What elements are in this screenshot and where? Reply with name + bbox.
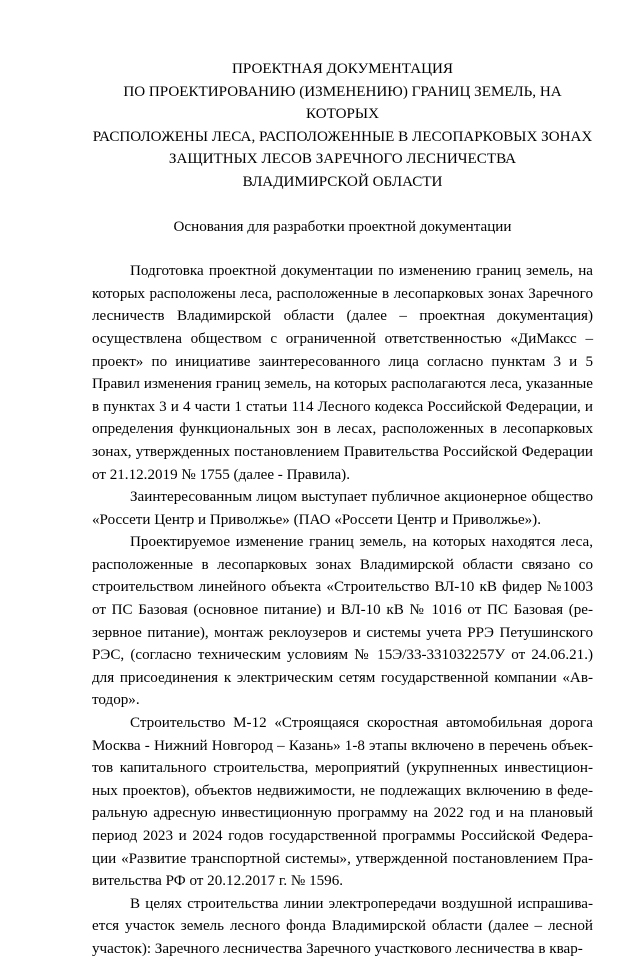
paragraph: Строительство М-12 «Строящаяся скоростная автомобильная дорога Москва - Нижний Новгород – Казань» 1-8 этапы включено в перечень объектов капитального строительства, мероприятий (укрупненных инвестиционных проектов), объектов недвижимости, не подлежащих включению в федеральную адресную инвестиционную программу на 2022 год и на плановый период 2023 и 2024 годов государственной программы Российской Федерации «Развитие транспортной системы», утвержденной постановлением Правительства РФ от 20.12.2017 г. № 1596.	[92, 715, 593, 890]
paragraph: Заинтересованным лицом выступает публичное акционерное общество «Россети Центр и Приволжье» (ПАО «Россети Центр и Приволжье»).	[92, 489, 593, 528]
title-line: ВЛАДИМИРСКОЙ ОБЛАСТИ	[242, 173, 443, 190]
paragraph: Подготовка проектной документации по изменению границ земель, на которых расположены леса, расположенные в лесопарковых зонах Заречного лесничеств Владимирской области (далее – проектная документация) осуществлена обществом с ограниченной ответственностью «ДиМаксс – проект» по инициативе заинтересованного лица согласно пунктам 3 и 5 Правил изменения границ земель, на которых располагаются леса, указанные в пунктах 3 и 4 части 1 статьи 114 Лесного кодекса Российской Федерации, и определения функциональных зон в лесах, расположенных в лесопарковых зонах, утвержденных постановлением Правительства Российской Федерации от 21.12.2019 № 1755 (далее - Правила).	[92, 263, 593, 483]
title-line: ПО ПРОЕКТИРОВАНИЮ (ИЗМЕНЕНИЮ) ГРАНИЦ ЗЕМЕЛЬ, НА КОТОРЫХ	[123, 83, 562, 123]
title-line: ЗАЩИТНЫХ ЛЕСОВ ЗАРЕЧНОГО ЛЕСНИЧЕСТВА	[168, 151, 517, 168]
title-line: РАСПОЛОЖЕНЫ ЛЕСА, РАСПОЛОЖЕННЫЕ В ЛЕСОПАРКОВЫХ ЗОНАХ	[92, 128, 593, 145]
paragraph: В целях строительства линии электропередачи воздушной испрашивается участок земель лесного фонда Владимирской области (далее – лесной участок): Заречного лесничества Заречного участкового лесничества в квар-	[92, 895, 593, 957]
document-title	[92, 58, 593, 194]
title-line: ПРОЕКТНАЯ ДОКУМЕНТАЦИЯ	[232, 61, 453, 77]
section-heading: Основания для разработки проектной документации	[173, 218, 512, 235]
paragraph: Проектируемое изменение границ земель, на которых находятся леса, расположенные в лесопарковых зонах Владимирской области связано со строительством линейного объекта «Строительство ВЛ-10 кВ фидер №1003 от ПС Базовая (основное питание) и ВЛ-10 кВ № 1016 от ПС Базовая (резервное питание), монтаж реклоузеров и системы учета РРЭ Петушинского РЭС, (согласно техническим условиям № 15Э/33-331032257У от 24.06.21.) для присоединения к электрическим сетям государственной компании «Автодор».	[92, 534, 593, 709]
